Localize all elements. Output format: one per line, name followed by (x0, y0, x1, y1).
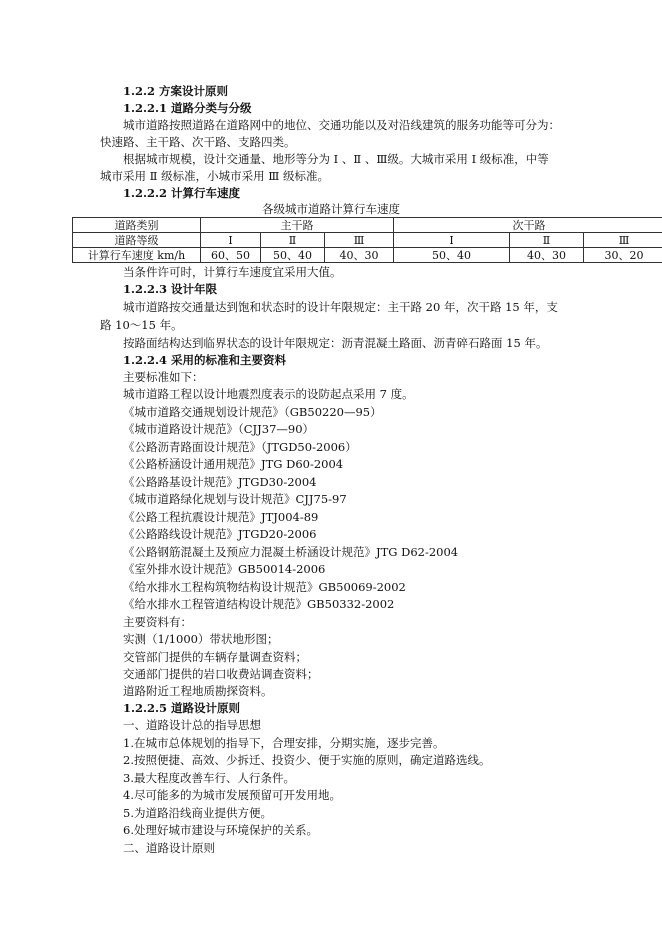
section-heading-1-2-2-3: 1.2.2.3 设计年限 (123, 282, 218, 296)
table-row (73, 218, 662, 233)
list-item: 《城市道路设计规范》（CJJ37—90） (123, 422, 315, 436)
table-row (73, 233, 662, 248)
list-item: 《公路路线设计规范》JTGD20-2006 (123, 527, 317, 541)
table-cell: 50、40 (394, 248, 510, 263)
list-item: 《公路钢筋混凝土及预应力混凝土桥涵设计规范》JTG D62-2004 (123, 545, 459, 559)
paragraph-line: 城市采用 Ⅱ 级标准，小城市采用 Ⅲ 级标准。 (100, 169, 330, 183)
table-cell: 道路等级 (73, 233, 201, 248)
section-heading-1-2-2-5: 1.2.2.5 道路设计原则 (123, 701, 241, 715)
list-item: 交通部门提供的岩口收费站调查资料； (123, 667, 319, 681)
list-item: 5.为道路沿线商业提供方便。 (123, 806, 272, 820)
section-heading-1-2-2-2: 1.2.2.2 计算行车速度 (123, 186, 241, 200)
table-cell: 50、40 (261, 248, 325, 263)
list-item: 《公路工程抗震设计规范》JTJ004-89 (123, 510, 319, 524)
list-item: 《公路路基设计规范》JTGD30-2004 (123, 475, 317, 489)
table-cell: Ⅱ (510, 233, 584, 248)
list-item: 《城市道路绿化规划与设计规范》CJJ75-97 (123, 492, 347, 506)
list-item: 3.最大程度改善车行、人行条件。 (123, 771, 295, 785)
table-cell: 次干路 (394, 218, 662, 233)
paragraph-line: 按路面结构达到临界状态的设计年限规定：沥青混凝土路面、沥青碎石路面 15 年。 (123, 336, 548, 350)
table-cell: Ⅲ (325, 233, 394, 248)
table-cell: 道路类别 (73, 218, 201, 233)
list-item: 实测（1/1000）带状地形图； (123, 632, 279, 646)
paragraph-line: 快速路、主干路、次干路、支路四类。 (100, 135, 296, 149)
list-item: 交管部门提供的车辆存量调查资料； (123, 650, 307, 664)
paragraph-line: 主要资料有： (123, 615, 192, 629)
table-cell: 计算行车速度 km/h (73, 248, 201, 263)
paragraph-line: 路 10～15 年。 (100, 318, 183, 332)
table-cell: 40、30 (510, 248, 584, 263)
section-heading-1-2-2: 1.2.2 方案设计原则 (123, 84, 229, 98)
list-item: 《给水排水工程管道结构设计规范》GB50332-2002 (123, 597, 395, 611)
list-item: 《室外排水设计规范》GB50014-2006 (123, 562, 326, 576)
list-item: 《公路桥涵设计通用规范》JTG D60-2004 (123, 457, 344, 471)
list-item: 1.在城市总体规划的指导下，合理安排，分期实施，逐步完善。 (123, 736, 445, 750)
subheading: 一、道路设计总的指导思想 (123, 718, 261, 732)
paragraph-line: 城市道路按照道路在道路网中的地位、交通功能以及对沿线建筑的服务功能等可分为： (123, 118, 560, 132)
paragraph-line: 城市道路工程以设计地震烈度表示的设防起点采用 7 度。 (123, 387, 414, 401)
table-cell: Ⅰ (394, 233, 510, 248)
table-cell: Ⅱ (261, 233, 325, 248)
list-item: 《给水排水工程构筑物结构设计规范》GB50069-2002 (123, 580, 406, 594)
paragraph-line: 城市道路按交通量达到饱和状态时的设计年限规定：主干路 20 年，次干路 15 年，支 (123, 300, 558, 314)
list-item: 《城市道路交通规划设计规范》（GB50220—95） (123, 405, 382, 419)
table-cell: 40、30 (325, 248, 394, 263)
table-cell: 主干路 (201, 218, 394, 233)
section-heading-1-2-2-4: 1.2.2.4 采用的标准和主要资料 (123, 353, 287, 367)
table-row (73, 248, 662, 263)
paragraph-line: 主要标准如下： (123, 370, 204, 384)
list-item: 2.按照便捷、高效、少拆迁、投资少、便于实施的原则，确定道路选线。 (123, 753, 491, 767)
section-heading-1-2-2-1: 1.2.2.1 道路分类与分级 (123, 101, 252, 115)
list-item: 《公路沥青路面设计规范》（JTGD50-2006） (123, 440, 357, 454)
table-cell: 60、50 (201, 248, 261, 263)
paragraph-line: 根据城市规模，设计交通量、地形等分为 Ⅰ 、Ⅱ 、Ⅲ级。大城市采用 Ⅰ 级标准，中等 (123, 152, 549, 166)
subheading: 二、道路设计原则 (123, 841, 215, 855)
list-item: 6.处理好城市建设与环境保护的关系。 (123, 823, 318, 837)
speed-table (72, 217, 662, 263)
table-note: 当条件许可时，计算行车速度宜采用大值。 (123, 265, 342, 279)
table-cell: Ⅰ (201, 233, 261, 248)
table-cell: 30、20 (584, 248, 662, 263)
list-item: 道路附近工程地质勘探资料。 (123, 684, 273, 698)
table-caption: 各级城市道路计算行车速度 (262, 202, 400, 216)
table-cell: Ⅲ (584, 233, 662, 248)
list-item: 4.尽可能多的为城市发展预留可开发用地。 (123, 788, 341, 802)
